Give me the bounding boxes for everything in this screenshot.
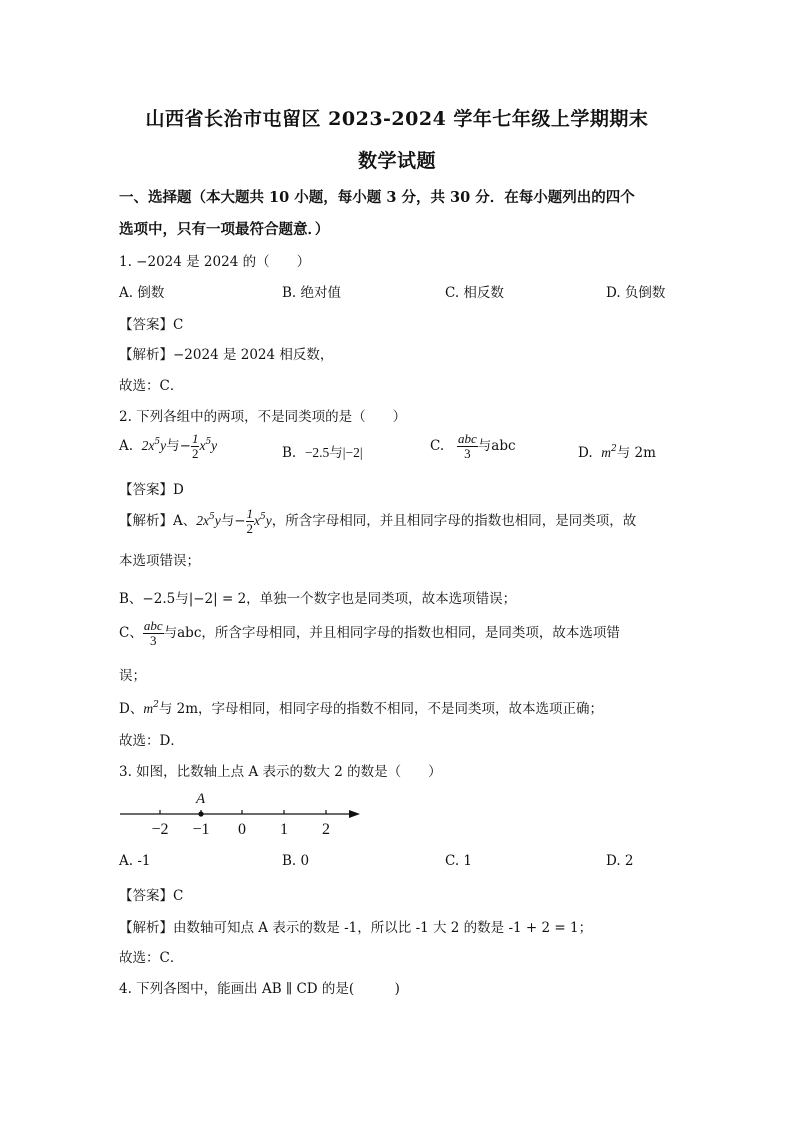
q2-option-a: A. $2x^5y$与− $\frac{1}{2}$ $x^5y$	[119, 431, 218, 461]
q3-stem: 3. 如图，比数轴上点 A 表示的数大 2 的数是（ ）	[119, 764, 442, 780]
point-a-label: A	[196, 791, 206, 807]
document-title: 山西省长治市屯留区 2023-2024 学年七年级上学期期末	[145, 108, 649, 130]
q1-analysis: 【解析】−2024 是 2024 相反数，	[119, 347, 334, 363]
q1-answer: 【答案】C	[119, 317, 184, 333]
tick-label: −2	[151, 821, 169, 838]
q2-analysis-c-cont: 误；	[119, 668, 146, 684]
q3-option-a: A. -1	[119, 853, 151, 869]
q2-analysis-b: B、−2.5与|−2| = 2，单独一个数字也是同类项，故本选项错误；	[119, 591, 517, 607]
q3-analysis: 【解析】由数轴可知点 A 表示的数是 -1，所以比 -1 大 2 的数是 -1 + 2 = 1；	[119, 920, 593, 936]
q1-option-a: A. 倒数	[119, 285, 165, 301]
q2-analysis-d: D、$m^2$与 2m，字母相同，相同字母的指数不相同，不是同类项，故本选项正确；	[119, 700, 603, 717]
section-heading-cont: 选项中，只有一项最符合题意．）	[119, 221, 330, 238]
tick-label: 1	[280, 821, 288, 838]
q1-conclusion: 故选：C．	[119, 378, 184, 394]
q2-option-c: C. $\frac{\text{abc}}{3}$ 与abc	[430, 431, 516, 461]
number-line-arrow-icon	[349, 810, 360, 818]
q3-option-b: B. 0	[282, 853, 310, 869]
q1-option-c: C. 相反数	[445, 285, 504, 301]
q2-conclusion: 故选：D．	[119, 733, 184, 749]
q2-analysis-a: 【解析】A、$2x^5y$与− $\frac{1}{2}$ $x^5y$，所含字母相同，并且相同字母的指数也相同，是同类项，故	[119, 506, 637, 536]
q1-stem: 1. −2024 是 2024 的（ ）	[119, 254, 311, 270]
q3-conclusion: 故选：C．	[119, 950, 184, 966]
tick-label: −1	[192, 821, 210, 838]
section-heading: 一、选择题（本大题共 10 小题，每小题 3 分，共 30 分．在每小题列出的四个	[119, 189, 635, 206]
number-line-figure	[115, 790, 375, 840]
document-subtitle: 数学试题	[357, 150, 436, 172]
tick-label: 0	[238, 821, 246, 838]
q2-analysis-a-cont: 本选项错误；	[119, 553, 200, 569]
point-a-dot	[198, 811, 203, 816]
q1-option-d: D. 负倒数	[606, 285, 666, 301]
q3-option-c: C. 1	[445, 853, 473, 869]
q3-answer: 【答案】C	[119, 888, 184, 904]
q2-option-b: B. −2.5与|−2|	[282, 445, 363, 461]
q2-option-d: D. $m^2$与 2m	[578, 444, 656, 461]
q3-option-d: D. 2	[606, 853, 634, 869]
tick-label: 2	[322, 821, 330, 838]
q1-option-b: B. 绝对值	[282, 285, 342, 301]
q4-stem: 4. 下列各图中，能画出 AB ∥ CD 的是( )	[119, 981, 400, 997]
q2-analysis-c: C、 $\frac{\text{abc}}{3}$ 与abc，所含字母相同，并且相同字母的指数也相同，是同类项，故本选项错	[119, 618, 620, 648]
q2-answer: 【答案】D	[119, 482, 184, 498]
q2-stem: 2. 下列各组中的两项，不是同类项的是（ ）	[119, 409, 407, 425]
